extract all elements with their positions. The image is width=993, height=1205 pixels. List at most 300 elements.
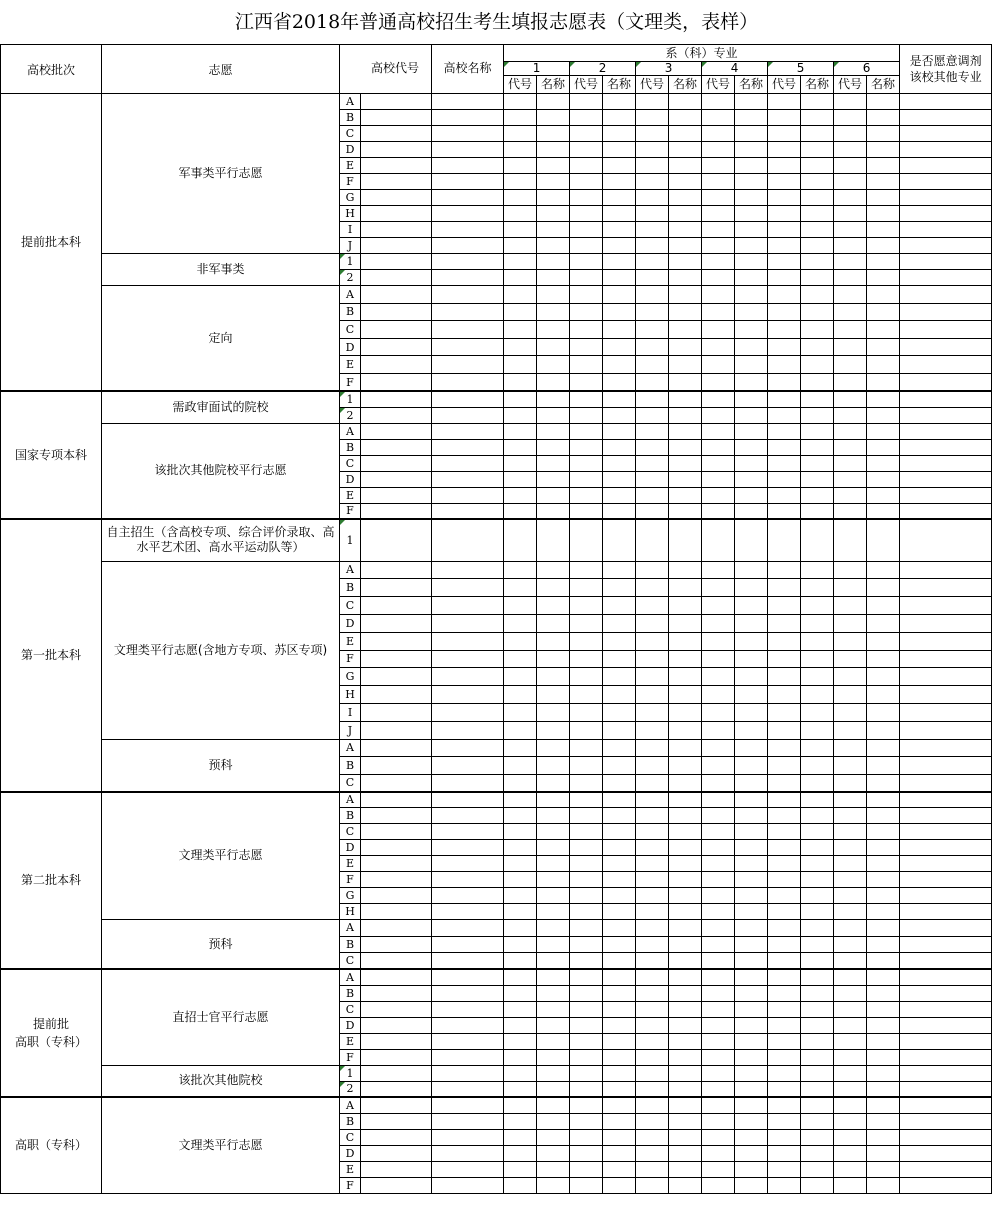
major-code-field[interactable] xyxy=(834,1033,867,1049)
major-name-field[interactable] xyxy=(867,391,900,407)
major-code-field[interactable] xyxy=(702,391,735,407)
major-name-field[interactable] xyxy=(537,391,570,407)
school-name-field[interactable] xyxy=(432,614,504,632)
major-code-field[interactable] xyxy=(504,503,537,519)
major-code-field[interactable] xyxy=(504,985,537,1001)
major-code-field[interactable] xyxy=(702,888,735,904)
major-code-field[interactable] xyxy=(768,503,801,519)
major-name-field[interactable] xyxy=(537,1001,570,1017)
adjust-field[interactable] xyxy=(900,455,992,471)
major-name-field[interactable] xyxy=(603,904,636,920)
major-name-field[interactable] xyxy=(603,808,636,824)
major-name-field[interactable] xyxy=(867,739,900,757)
major-code-field[interactable] xyxy=(570,286,603,304)
major-name-field[interactable] xyxy=(867,686,900,704)
major-code-field[interactable] xyxy=(834,1129,867,1145)
major-code-field[interactable] xyxy=(834,423,867,439)
major-name-field[interactable] xyxy=(669,142,702,158)
major-code-field[interactable] xyxy=(768,597,801,615)
major-code-field[interactable] xyxy=(504,920,537,937)
school-name-field[interactable] xyxy=(432,303,504,321)
major-code-field[interactable] xyxy=(504,650,537,668)
adjust-field[interactable] xyxy=(900,286,992,304)
major-name-field[interactable] xyxy=(801,1065,834,1081)
major-name-field[interactable] xyxy=(603,158,636,174)
major-code-field[interactable] xyxy=(834,757,867,775)
major-code-field[interactable] xyxy=(570,222,603,238)
adjust-field[interactable] xyxy=(900,1161,992,1177)
school-name-field[interactable] xyxy=(432,190,504,206)
school-code-field[interactable] xyxy=(361,872,432,888)
major-name-field[interactable] xyxy=(537,423,570,439)
major-name-field[interactable] xyxy=(669,439,702,455)
school-name-field[interactable] xyxy=(432,792,504,808)
major-name-field[interactable] xyxy=(603,969,636,985)
major-name-field[interactable] xyxy=(669,757,702,775)
major-code-field[interactable] xyxy=(636,1065,669,1081)
major-name-field[interactable] xyxy=(603,1017,636,1033)
major-name-field[interactable] xyxy=(669,1033,702,1049)
major-name-field[interactable] xyxy=(801,904,834,920)
major-name-field[interactable] xyxy=(603,407,636,423)
major-name-field[interactable] xyxy=(669,936,702,953)
major-code-field[interactable] xyxy=(570,373,603,391)
school-code-field[interactable] xyxy=(361,1081,432,1097)
major-name-field[interactable] xyxy=(735,920,768,937)
major-name-field[interactable] xyxy=(801,206,834,222)
major-code-field[interactable] xyxy=(768,936,801,953)
major-name-field[interactable] xyxy=(867,321,900,339)
major-name-field[interactable] xyxy=(537,1033,570,1049)
major-code-field[interactable] xyxy=(768,407,801,423)
major-code-field[interactable] xyxy=(570,1001,603,1017)
adjust-field[interactable] xyxy=(900,126,992,142)
major-code-field[interactable] xyxy=(702,238,735,254)
major-code-field[interactable] xyxy=(768,222,801,238)
major-code-field[interactable] xyxy=(702,920,735,937)
major-code-field[interactable] xyxy=(834,597,867,615)
major-code-field[interactable] xyxy=(834,739,867,757)
major-name-field[interactable] xyxy=(669,1129,702,1145)
adjust-field[interactable] xyxy=(900,936,992,953)
school-code-field[interactable] xyxy=(361,840,432,856)
school-code-field[interactable] xyxy=(361,286,432,304)
major-name-field[interactable] xyxy=(735,206,768,222)
school-code-field[interactable] xyxy=(361,739,432,757)
major-code-field[interactable] xyxy=(834,174,867,190)
major-code-field[interactable] xyxy=(504,1081,537,1097)
major-code-field[interactable] xyxy=(504,757,537,775)
major-code-field[interactable] xyxy=(636,503,669,519)
school-code-field[interactable] xyxy=(361,904,432,920)
major-name-field[interactable] xyxy=(669,1001,702,1017)
major-code-field[interactable] xyxy=(570,1065,603,1081)
major-code-field[interactable] xyxy=(636,824,669,840)
major-code-field[interactable] xyxy=(636,1113,669,1129)
major-name-field[interactable] xyxy=(735,1033,768,1049)
school-name-field[interactable] xyxy=(432,824,504,840)
adjust-field[interactable] xyxy=(900,238,992,254)
major-code-field[interactable] xyxy=(834,126,867,142)
major-name-field[interactable] xyxy=(603,840,636,856)
major-code-field[interactable] xyxy=(504,561,537,579)
major-code-field[interactable] xyxy=(702,487,735,503)
major-code-field[interactable] xyxy=(768,1033,801,1049)
major-code-field[interactable] xyxy=(504,872,537,888)
major-code-field[interactable] xyxy=(504,238,537,254)
major-code-field[interactable] xyxy=(702,824,735,840)
major-name-field[interactable] xyxy=(735,1097,768,1113)
major-name-field[interactable] xyxy=(669,856,702,872)
major-name-field[interactable] xyxy=(735,110,768,126)
major-code-field[interactable] xyxy=(636,856,669,872)
major-name-field[interactable] xyxy=(537,270,570,286)
major-code-field[interactable] xyxy=(570,668,603,686)
major-name-field[interactable] xyxy=(867,455,900,471)
major-code-field[interactable] xyxy=(636,1097,669,1113)
adjust-field[interactable] xyxy=(900,561,992,579)
school-code-field[interactable] xyxy=(361,579,432,597)
adjust-field[interactable] xyxy=(900,650,992,668)
adjust-field[interactable] xyxy=(900,597,992,615)
major-code-field[interactable] xyxy=(504,303,537,321)
adjust-field[interactable] xyxy=(900,632,992,650)
major-code-field[interactable] xyxy=(636,487,669,503)
major-code-field[interactable] xyxy=(702,985,735,1001)
major-code-field[interactable] xyxy=(570,561,603,579)
major-name-field[interactable] xyxy=(537,487,570,503)
major-name-field[interactable] xyxy=(603,270,636,286)
major-code-field[interactable] xyxy=(570,872,603,888)
major-name-field[interactable] xyxy=(801,739,834,757)
major-code-field[interactable] xyxy=(768,439,801,455)
major-name-field[interactable] xyxy=(537,686,570,704)
major-name-field[interactable] xyxy=(603,206,636,222)
major-code-field[interactable] xyxy=(834,808,867,824)
major-name-field[interactable] xyxy=(669,321,702,339)
major-code-field[interactable] xyxy=(834,238,867,254)
major-code-field[interactable] xyxy=(702,439,735,455)
major-name-field[interactable] xyxy=(669,739,702,757)
major-name-field[interactable] xyxy=(735,303,768,321)
major-name-field[interactable] xyxy=(735,407,768,423)
school-code-field[interactable] xyxy=(361,174,432,190)
major-code-field[interactable] xyxy=(834,840,867,856)
major-code-field[interactable] xyxy=(570,1097,603,1113)
major-name-field[interactable] xyxy=(669,721,702,739)
major-name-field[interactable] xyxy=(801,503,834,519)
major-name-field[interactable] xyxy=(669,632,702,650)
major-name-field[interactable] xyxy=(801,1081,834,1097)
major-name-field[interactable] xyxy=(603,739,636,757)
major-name-field[interactable] xyxy=(669,824,702,840)
major-code-field[interactable] xyxy=(504,206,537,222)
major-code-field[interactable] xyxy=(636,888,669,904)
major-code-field[interactable] xyxy=(768,487,801,503)
school-code-field[interactable] xyxy=(361,158,432,174)
major-name-field[interactable] xyxy=(537,455,570,471)
major-code-field[interactable] xyxy=(768,824,801,840)
major-name-field[interactable] xyxy=(669,774,702,792)
major-code-field[interactable] xyxy=(570,321,603,339)
major-code-field[interactable] xyxy=(834,561,867,579)
school-name-field[interactable] xyxy=(432,391,504,407)
major-code-field[interactable] xyxy=(570,487,603,503)
major-name-field[interactable] xyxy=(603,174,636,190)
major-name-field[interactable] xyxy=(867,1113,900,1129)
adjust-field[interactable] xyxy=(900,953,992,970)
major-code-field[interactable] xyxy=(504,1129,537,1145)
major-name-field[interactable] xyxy=(537,757,570,775)
major-code-field[interactable] xyxy=(636,953,669,970)
major-name-field[interactable] xyxy=(735,373,768,391)
major-name-field[interactable] xyxy=(867,1001,900,1017)
major-name-field[interactable] xyxy=(669,872,702,888)
major-name-field[interactable] xyxy=(867,286,900,304)
major-name-field[interactable] xyxy=(669,1177,702,1193)
major-code-field[interactable] xyxy=(768,254,801,270)
school-name-field[interactable] xyxy=(432,373,504,391)
major-code-field[interactable] xyxy=(768,1001,801,1017)
major-name-field[interactable] xyxy=(603,1177,636,1193)
major-name-field[interactable] xyxy=(669,904,702,920)
major-name-field[interactable] xyxy=(603,356,636,374)
adjust-field[interactable] xyxy=(900,206,992,222)
major-name-field[interactable] xyxy=(537,632,570,650)
major-name-field[interactable] xyxy=(669,94,702,110)
major-name-field[interactable] xyxy=(537,1161,570,1177)
major-name-field[interactable] xyxy=(537,1017,570,1033)
major-name-field[interactable] xyxy=(669,969,702,985)
major-name-field[interactable] xyxy=(603,774,636,792)
major-code-field[interactable] xyxy=(570,455,603,471)
major-name-field[interactable] xyxy=(735,487,768,503)
major-name-field[interactable] xyxy=(735,1161,768,1177)
major-name-field[interactable] xyxy=(669,953,702,970)
major-code-field[interactable] xyxy=(768,158,801,174)
major-name-field[interactable] xyxy=(735,238,768,254)
adjust-field[interactable] xyxy=(900,1177,992,1193)
major-name-field[interactable] xyxy=(735,321,768,339)
major-name-field[interactable] xyxy=(537,856,570,872)
major-code-field[interactable] xyxy=(570,953,603,970)
adjust-field[interactable] xyxy=(900,373,992,391)
major-name-field[interactable] xyxy=(669,503,702,519)
major-name-field[interactable] xyxy=(603,1049,636,1065)
school-code-field[interactable] xyxy=(361,1001,432,1017)
school-name-field[interactable] xyxy=(432,1145,504,1161)
major-code-field[interactable] xyxy=(504,286,537,304)
major-code-field[interactable] xyxy=(834,1097,867,1113)
major-code-field[interactable] xyxy=(570,1177,603,1193)
major-code-field[interactable] xyxy=(504,174,537,190)
major-code-field[interactable] xyxy=(768,579,801,597)
major-code-field[interactable] xyxy=(834,1177,867,1193)
major-code-field[interactable] xyxy=(768,1081,801,1097)
adjust-field[interactable] xyxy=(900,110,992,126)
major-code-field[interactable] xyxy=(504,1177,537,1193)
school-name-field[interactable] xyxy=(432,1129,504,1145)
major-code-field[interactable] xyxy=(834,190,867,206)
major-name-field[interactable] xyxy=(603,824,636,840)
major-code-field[interactable] xyxy=(768,206,801,222)
major-code-field[interactable] xyxy=(570,686,603,704)
major-code-field[interactable] xyxy=(702,856,735,872)
major-name-field[interactable] xyxy=(867,904,900,920)
major-code-field[interactable] xyxy=(570,792,603,808)
major-name-field[interactable] xyxy=(801,1097,834,1113)
major-code-field[interactable] xyxy=(504,110,537,126)
major-name-field[interactable] xyxy=(735,1113,768,1129)
adjust-field[interactable] xyxy=(900,1065,992,1081)
major-code-field[interactable] xyxy=(570,174,603,190)
major-name-field[interactable] xyxy=(537,872,570,888)
major-code-field[interactable] xyxy=(768,519,801,561)
major-name-field[interactable] xyxy=(867,158,900,174)
major-code-field[interactable] xyxy=(570,888,603,904)
major-name-field[interactable] xyxy=(867,503,900,519)
major-code-field[interactable] xyxy=(768,904,801,920)
major-code-field[interactable] xyxy=(702,1129,735,1145)
adjust-field[interactable] xyxy=(900,338,992,356)
adjust-field[interactable] xyxy=(900,142,992,158)
major-code-field[interactable] xyxy=(504,126,537,142)
major-name-field[interactable] xyxy=(867,721,900,739)
major-code-field[interactable] xyxy=(768,190,801,206)
school-name-field[interactable] xyxy=(432,757,504,775)
major-code-field[interactable] xyxy=(504,579,537,597)
major-code-field[interactable] xyxy=(570,471,603,487)
school-code-field[interactable] xyxy=(361,407,432,423)
major-code-field[interactable] xyxy=(702,174,735,190)
major-name-field[interactable] xyxy=(537,668,570,686)
school-code-field[interactable] xyxy=(361,206,432,222)
school-code-field[interactable] xyxy=(361,888,432,904)
adjust-field[interactable] xyxy=(900,824,992,840)
major-name-field[interactable] xyxy=(735,953,768,970)
adjust-field[interactable] xyxy=(900,519,992,561)
major-code-field[interactable] xyxy=(768,94,801,110)
major-code-field[interactable] xyxy=(834,303,867,321)
major-code-field[interactable] xyxy=(834,774,867,792)
major-code-field[interactable] xyxy=(570,856,603,872)
major-name-field[interactable] xyxy=(603,1097,636,1113)
major-code-field[interactable] xyxy=(834,1001,867,1017)
major-code-field[interactable] xyxy=(504,222,537,238)
major-name-field[interactable] xyxy=(801,985,834,1001)
major-name-field[interactable] xyxy=(801,471,834,487)
major-code-field[interactable] xyxy=(636,1161,669,1177)
major-name-field[interactable] xyxy=(537,190,570,206)
major-name-field[interactable] xyxy=(669,1113,702,1129)
major-code-field[interactable] xyxy=(570,904,603,920)
major-name-field[interactable] xyxy=(669,703,702,721)
major-name-field[interactable] xyxy=(735,1017,768,1033)
school-code-field[interactable] xyxy=(361,1033,432,1049)
major-name-field[interactable] xyxy=(603,519,636,561)
major-code-field[interactable] xyxy=(504,423,537,439)
major-name-field[interactable] xyxy=(603,668,636,686)
adjust-field[interactable] xyxy=(900,1049,992,1065)
major-name-field[interactable] xyxy=(537,471,570,487)
major-name-field[interactable] xyxy=(669,373,702,391)
major-code-field[interactable] xyxy=(768,650,801,668)
major-name-field[interactable] xyxy=(669,407,702,423)
major-code-field[interactable] xyxy=(702,808,735,824)
adjust-field[interactable] xyxy=(900,439,992,455)
school-code-field[interactable] xyxy=(361,238,432,254)
major-name-field[interactable] xyxy=(801,1033,834,1049)
major-name-field[interactable] xyxy=(603,632,636,650)
major-code-field[interactable] xyxy=(702,703,735,721)
major-code-field[interactable] xyxy=(504,1001,537,1017)
major-code-field[interactable] xyxy=(702,254,735,270)
major-code-field[interactable] xyxy=(570,757,603,775)
major-code-field[interactable] xyxy=(636,1049,669,1065)
major-name-field[interactable] xyxy=(867,1065,900,1081)
major-name-field[interactable] xyxy=(801,686,834,704)
major-name-field[interactable] xyxy=(867,1161,900,1177)
major-code-field[interactable] xyxy=(702,614,735,632)
school-name-field[interactable] xyxy=(432,840,504,856)
school-name-field[interactable] xyxy=(432,561,504,579)
school-code-field[interactable] xyxy=(361,969,432,985)
major-name-field[interactable] xyxy=(669,1145,702,1161)
major-name-field[interactable] xyxy=(801,597,834,615)
major-code-field[interactable] xyxy=(570,1129,603,1145)
major-code-field[interactable] xyxy=(504,455,537,471)
major-name-field[interactable] xyxy=(801,158,834,174)
major-name-field[interactable] xyxy=(867,561,900,579)
major-name-field[interactable] xyxy=(669,238,702,254)
school-name-field[interactable] xyxy=(432,94,504,110)
major-code-field[interactable] xyxy=(570,597,603,615)
major-code-field[interactable] xyxy=(834,206,867,222)
school-name-field[interactable] xyxy=(432,1113,504,1129)
major-code-field[interactable] xyxy=(636,1145,669,1161)
major-name-field[interactable] xyxy=(801,1161,834,1177)
major-name-field[interactable] xyxy=(801,614,834,632)
school-code-field[interactable] xyxy=(361,703,432,721)
major-code-field[interactable] xyxy=(834,455,867,471)
major-code-field[interactable] xyxy=(570,254,603,270)
major-name-field[interactable] xyxy=(735,471,768,487)
major-code-field[interactable] xyxy=(636,407,669,423)
school-name-field[interactable] xyxy=(432,471,504,487)
major-code-field[interactable] xyxy=(834,471,867,487)
major-name-field[interactable] xyxy=(669,1161,702,1177)
school-name-field[interactable] xyxy=(432,455,504,471)
school-code-field[interactable] xyxy=(361,519,432,561)
major-name-field[interactable] xyxy=(669,808,702,824)
major-code-field[interactable] xyxy=(504,1145,537,1161)
major-code-field[interactable] xyxy=(702,270,735,286)
major-code-field[interactable] xyxy=(834,969,867,985)
school-name-field[interactable] xyxy=(432,286,504,304)
major-code-field[interactable] xyxy=(504,356,537,374)
major-code-field[interactable] xyxy=(504,270,537,286)
major-name-field[interactable] xyxy=(603,686,636,704)
major-name-field[interactable] xyxy=(867,487,900,503)
major-code-field[interactable] xyxy=(702,94,735,110)
school-code-field[interactable] xyxy=(361,774,432,792)
school-code-field[interactable] xyxy=(361,94,432,110)
adjust-field[interactable] xyxy=(900,721,992,739)
major-code-field[interactable] xyxy=(504,597,537,615)
school-name-field[interactable] xyxy=(432,1081,504,1097)
major-name-field[interactable] xyxy=(801,936,834,953)
major-code-field[interactable] xyxy=(768,423,801,439)
